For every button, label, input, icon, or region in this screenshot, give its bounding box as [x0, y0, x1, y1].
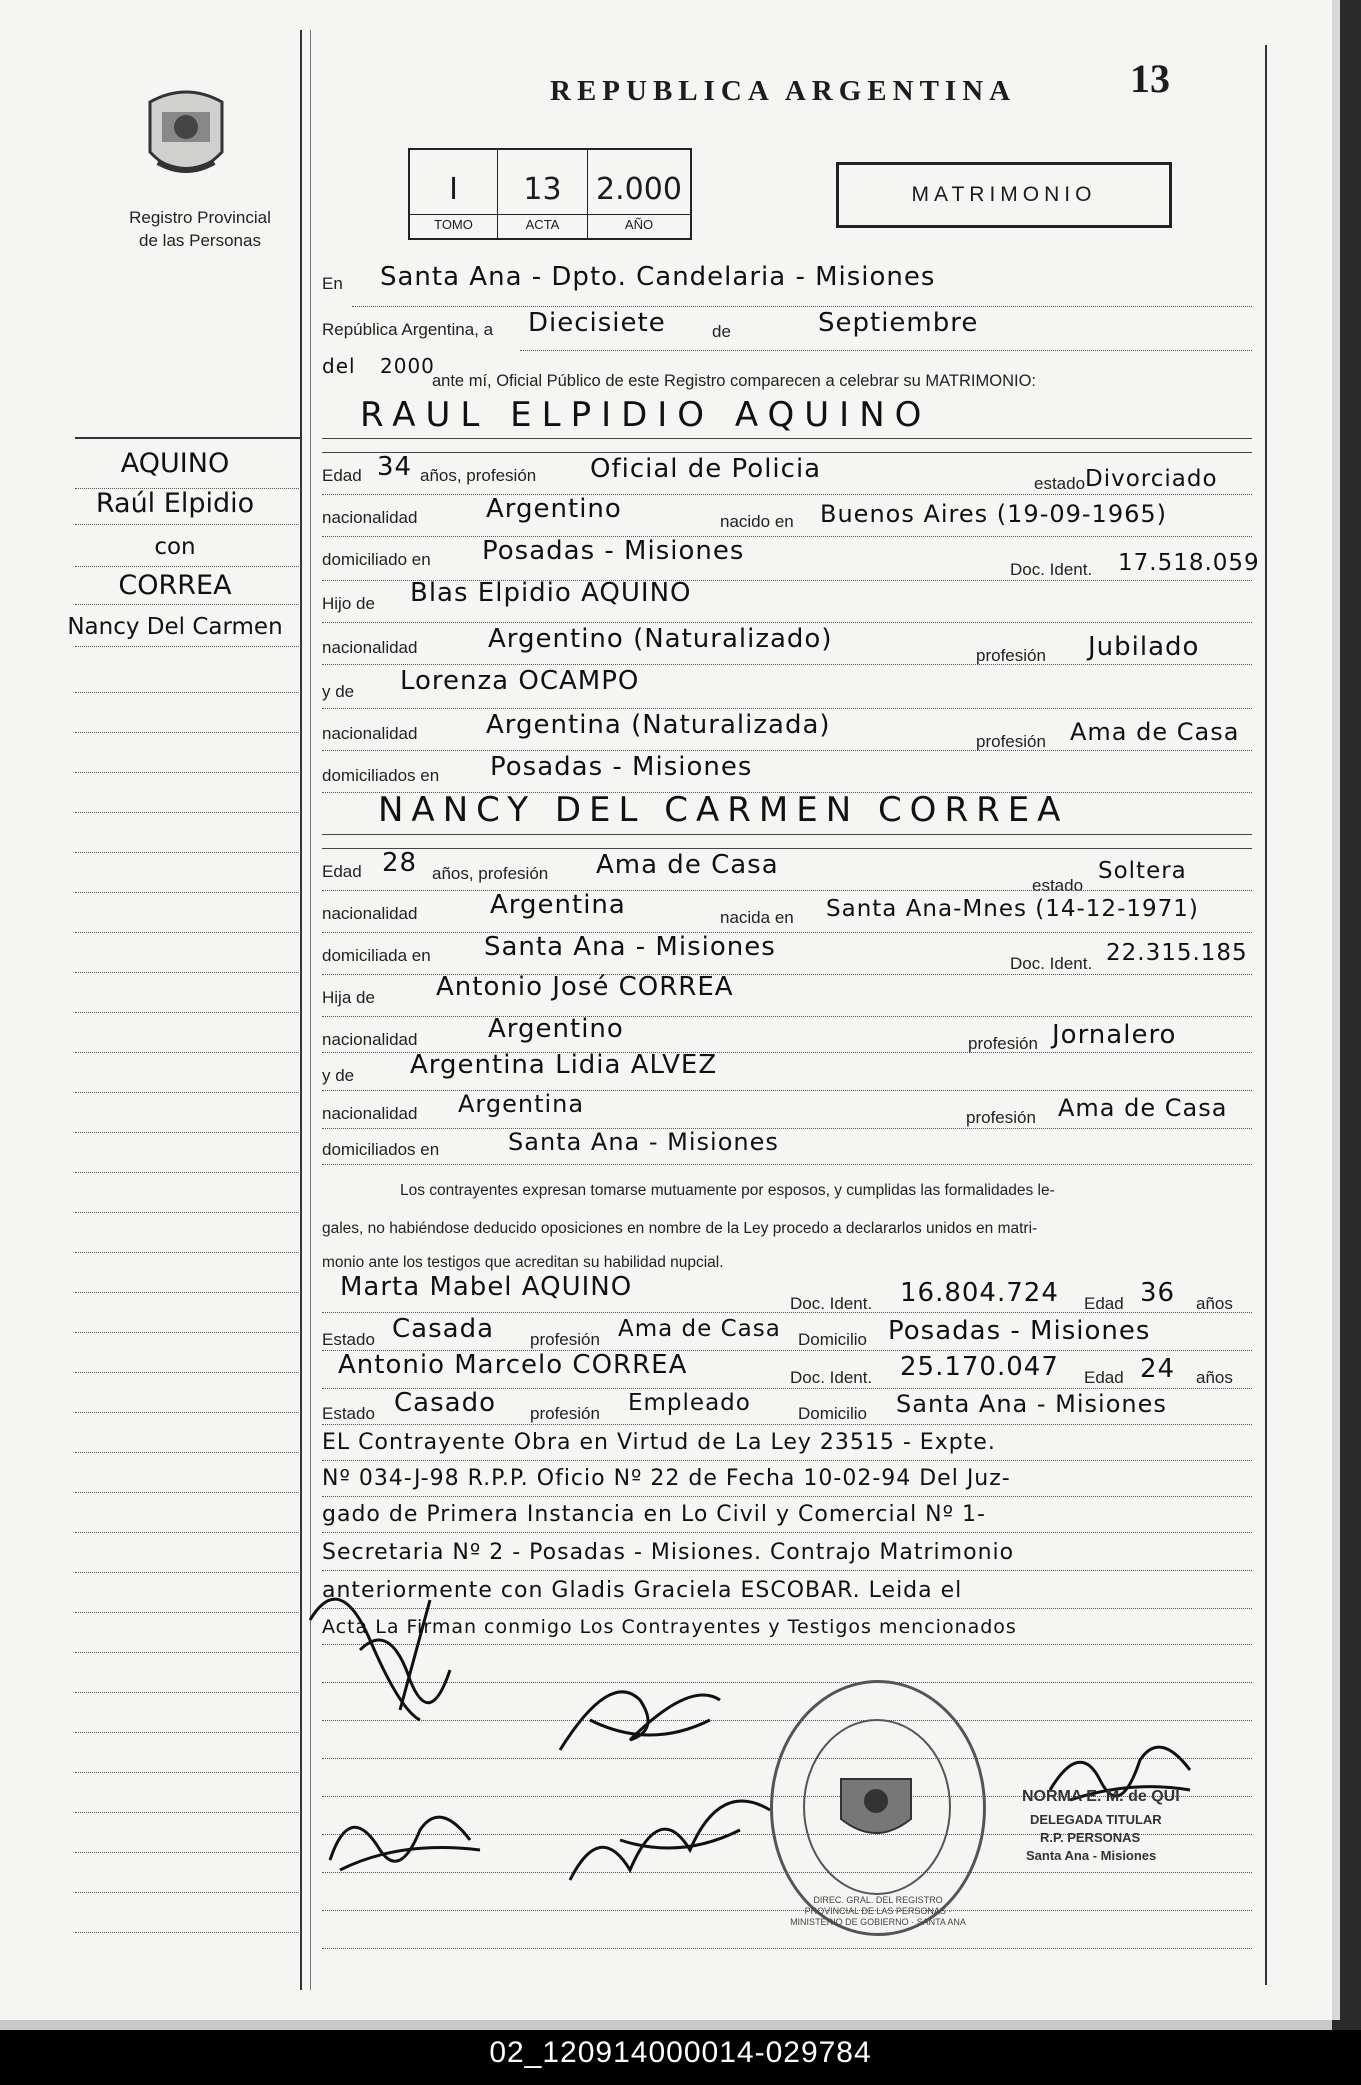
witness1-domicile: Posadas - Misiones	[888, 1316, 1151, 1346]
field-rule	[322, 708, 1252, 709]
groom-age: 34	[377, 452, 413, 482]
act-place: Santa Ana - Dpto. Candelaria - Misiones	[380, 262, 936, 292]
field-rule	[352, 306, 1252, 307]
field-rule	[322, 1164, 1252, 1165]
margin-rule	[75, 972, 301, 973]
doc-ident-label: Doc. Ident.	[1010, 954, 1093, 973]
acta-cell	[498, 150, 588, 238]
anos-profesion-label: años, profesión	[420, 466, 537, 485]
formula-line-3: monio ante los testigos que acreditan su habilidad nupcial.	[322, 1254, 724, 1271]
bride-mother-nationality: Argentina	[458, 1090, 585, 1118]
bride-mother-profession: Ama de Casa	[1058, 1094, 1228, 1122]
estado-label: Estado	[322, 1330, 375, 1349]
edad-label: Edad	[322, 862, 362, 881]
margin-rule	[75, 812, 301, 813]
margin-rule	[75, 1572, 301, 1573]
act-year: 2000	[380, 354, 435, 378]
ano-value: 2.000	[596, 172, 682, 207]
margin-rule	[75, 692, 301, 693]
margin-rule	[75, 1092, 301, 1093]
tomo-label: TOMO	[410, 214, 497, 232]
margin-rule	[75, 1052, 301, 1053]
margin-rule	[75, 852, 301, 853]
field-rule	[322, 1532, 1252, 1533]
field-rule	[322, 494, 1252, 495]
signature-witness-1	[320, 1780, 490, 1890]
field-rule	[322, 750, 1252, 751]
margin-rule	[75, 646, 301, 647]
margin-con: con	[154, 534, 196, 560]
record-type-box: MATRIMONIO	[836, 162, 1172, 228]
bride-father: Antonio José CORREA	[436, 972, 734, 1002]
margin-bride-names: Nancy Del Carmen	[67, 614, 283, 640]
profesion-label: profesión	[976, 646, 1046, 665]
margin-groom-surname: AQUINO	[120, 448, 230, 479]
groom-father-profession: Jubilado	[1088, 632, 1200, 662]
nacionalidad-label: nacionalidad	[322, 904, 418, 923]
signature-witness-2	[560, 1760, 780, 1900]
country-title: REPUBLICA ARGENTINA	[550, 75, 1017, 107]
name-rule	[322, 438, 1252, 439]
groom-father-nationality: Argentino (Naturalizado)	[488, 624, 833, 654]
bride-name: NANCY DEL CARMEN CORREA	[378, 790, 1069, 830]
profesion-label: profesión	[530, 1404, 600, 1423]
margin-rule	[75, 1612, 301, 1613]
provincial-seal-icon	[140, 82, 232, 192]
profesion-label: profesión	[530, 1330, 600, 1349]
registry-title: Registro Provincial de las Personas	[129, 208, 271, 250]
domicilio-label: Domicilio	[798, 1330, 867, 1349]
hijo-label: Hijo de	[322, 594, 375, 613]
official-location: Santa Ana - Misiones	[1026, 1848, 1157, 1863]
field-rule	[322, 932, 1252, 933]
margin-rule	[75, 1492, 301, 1493]
field-rule	[322, 1460, 1252, 1461]
field-rule	[322, 1424, 1252, 1425]
groom-mother: Lorenza OCAMPO	[400, 666, 640, 696]
witness2-estado: Casado	[394, 1388, 496, 1418]
margin-rule	[75, 1132, 301, 1133]
margin-rule	[75, 1252, 301, 1253]
margin-rule	[75, 1212, 301, 1213]
nacionalidad-label: nacionalidad	[322, 724, 418, 743]
estado-label: estado	[1032, 876, 1084, 895]
act-day: Diecisiete	[528, 308, 666, 338]
nacido-label: nacido en	[720, 512, 794, 531]
note-line-6: Acta La Firman conmigo Los Contrayentes y Testigos mencionados	[322, 1616, 1017, 1638]
field-rule	[520, 350, 1252, 351]
anos-label: años	[1196, 1294, 1233, 1313]
ano-cell	[588, 150, 690, 238]
nacida-label: nacida en	[720, 908, 794, 927]
right-border	[1265, 45, 1267, 1985]
de-label: de	[712, 322, 731, 341]
edad-label: Edad	[322, 466, 362, 485]
signature-groom	[300, 1560, 500, 1760]
profesion-label: profesión	[968, 1034, 1038, 1053]
groom-nationality: Argentino	[486, 494, 622, 524]
field-rule	[322, 1128, 1252, 1129]
field-rule	[322, 890, 1252, 891]
nacionalidad-label: nacionalidad	[322, 1104, 418, 1123]
margin-rule	[75, 772, 301, 773]
groom-name: RAUL ELPIDIO AQUINO	[360, 395, 932, 435]
domicilio-label: Domicilio	[798, 1404, 867, 1423]
note-line-2: Nº 034-J-98 R.P.P. Oficio Nº 22 de Fecha 10-02-94 Del Juz-	[322, 1466, 1011, 1491]
formula-line-2: gales, no habiéndose deducido oposiciones en nombre de la Ley procedo a declararlos unidos en matri-	[322, 1220, 1038, 1237]
domiciliados-label: domiciliados en	[322, 1140, 440, 1159]
field-rule	[322, 536, 1252, 537]
profesion-label: profesión	[966, 1108, 1036, 1127]
bride-mother: Argentina Lidia ALVEZ	[410, 1050, 718, 1080]
groom-doc: 17.518.059	[1118, 550, 1260, 576]
official-office: R.P. PERSONAS	[1040, 1830, 1141, 1845]
margin-rule	[75, 524, 301, 525]
margin-rule	[75, 1652, 301, 1653]
margin-rule	[75, 1172, 301, 1173]
republica-label: República Argentina, a	[322, 320, 494, 339]
groom-domicile: Posadas - Misiones	[482, 536, 745, 566]
field-rule	[322, 664, 1252, 665]
field-rule	[322, 1312, 1252, 1313]
groom-mother-nationality: Argentina (Naturalizada)	[486, 710, 831, 740]
stamp-text: DIREC. GRAL. DEL REGISTRO PROVINCIAL DE LAS PERSONAS · MINISTERIO DE GOBIERNO · SANTA ANA	[790, 1895, 966, 1927]
witness2-name: Antonio Marcelo CORREA	[338, 1350, 688, 1380]
acta-value: 13	[523, 172, 562, 207]
domiciliada-label: domiciliada en	[322, 946, 431, 965]
margin-rule	[75, 732, 301, 733]
field-rule	[322, 1016, 1252, 1017]
field-rule	[322, 1948, 1252, 1949]
margin-groom-names: Raúl Elpidio	[95, 488, 255, 519]
witness2-domicile: Santa Ana - Misiones	[896, 1390, 1167, 1418]
domiciliado-label: domiciliado en	[322, 550, 431, 569]
margin-rule	[75, 1732, 301, 1733]
en-label: En	[322, 274, 343, 293]
witness1-profession: Ama de Casa	[618, 1316, 781, 1342]
domiciliados-label: domiciliados en	[322, 766, 440, 785]
bride-age: 28	[382, 848, 418, 878]
margin-rule	[75, 1292, 301, 1293]
note-line-5: anteriormente con Gladis Graciela ESCOBAR. Leida el	[322, 1578, 963, 1603]
name-rule	[322, 452, 1252, 453]
edad-label: Edad	[1084, 1368, 1124, 1387]
witness1-doc: 16.804.724	[900, 1278, 1059, 1308]
margin-rule	[75, 1772, 301, 1773]
doc-ident-label: Doc. Ident.	[790, 1368, 873, 1387]
bride-parents-domicile: Santa Ana - Misiones	[508, 1128, 779, 1156]
estado-label: Estado	[322, 1404, 375, 1423]
groom-mother-profession: Ama de Casa	[1070, 718, 1240, 746]
y-de-label: y de	[322, 682, 355, 701]
bride-doc: 22.315.185	[1106, 940, 1248, 966]
groom-profession: Oficial de Policia	[590, 454, 822, 484]
bride-domicile: Santa Ana - Misiones	[484, 932, 776, 962]
margin-rule	[75, 1892, 301, 1893]
groom-birth: Buenos Aires (19-09-1965)	[820, 500, 1167, 528]
estado-label: estado	[1034, 474, 1086, 493]
y-de-label: y de	[322, 1066, 355, 1085]
doc-ident-label: Doc. Ident.	[790, 1294, 873, 1313]
acta-label: ACTA	[498, 214, 587, 232]
act-year-prefix: del	[322, 354, 356, 378]
hija-label: Hija de	[322, 988, 375, 1007]
witness2-profession: Empleado	[628, 1390, 751, 1416]
ante-text: ante mí, Oficial Público de este Registro comparecen a celebrar su MATRIMONIO:	[432, 372, 1037, 390]
signature-bride	[550, 1660, 730, 1770]
margin-bride-surname: CORREA	[118, 570, 232, 601]
witness1-estado: Casada	[392, 1314, 495, 1344]
note-line-4: Secretaria Nº 2 - Posadas - Misiones. Contrajo Matrimonio	[322, 1540, 1015, 1565]
scan-code: 02_120914000014-029784	[489, 2036, 872, 2069]
profesion-label: profesión	[976, 732, 1046, 751]
bride-father-profession: Jornalero	[1052, 1020, 1177, 1050]
formula-line-1: Los contrayentes expresan tomarse mutuamente por esposos, y cumplidas las formalidades le-	[400, 1182, 1055, 1199]
stamp-emblem-icon	[831, 1769, 921, 1849]
margin-rule	[75, 604, 301, 605]
witness2-doc: 25.170.047	[900, 1352, 1059, 1382]
tomo-value: I	[449, 172, 458, 207]
registry-stamp	[770, 1680, 986, 1936]
record-index-box	[408, 148, 692, 240]
note-line-1: EL Contrayente Obra en Virtud de La Ley 23515 - Expte.	[322, 1430, 996, 1455]
bride-nationality: Argentina	[490, 890, 626, 920]
note-line-3: gado de Primera Instancia en Lo Civil y Comercial Nº 1-	[322, 1502, 986, 1527]
margin-rule	[75, 1692, 301, 1693]
anos-profesion-label: años, profesión	[432, 864, 549, 883]
margin-rule	[75, 1452, 301, 1453]
field-rule	[322, 622, 1252, 623]
bride-profession: Ama de Casa	[596, 850, 779, 880]
nacionalidad-label: nacionalidad	[322, 1030, 418, 1049]
groom-estado: Divorciado	[1085, 466, 1218, 492]
ano-label: AÑO	[588, 214, 690, 232]
field-rule	[322, 1496, 1252, 1497]
anos-label: años	[1196, 1368, 1233, 1387]
nacionalidad-label: nacionalidad	[322, 508, 418, 527]
witness1-age: 36	[1140, 1278, 1176, 1308]
margin-rule	[75, 437, 301, 439]
margin-rule	[75, 932, 301, 933]
margin-rule	[75, 1932, 301, 1933]
margin-rule	[75, 1012, 301, 1013]
margin-rule	[75, 1372, 301, 1373]
bride-estado: Soltera	[1098, 858, 1187, 884]
nacionalidad-label: nacionalidad	[322, 638, 418, 657]
tomo-cell	[410, 150, 498, 238]
official-name: NORMA E. M. de QUI	[1022, 1788, 1180, 1805]
margin-rule	[75, 892, 301, 893]
bride-birth: Santa Ana-Mnes (14-12-1971)	[826, 896, 1199, 922]
doc-ident-label: Doc. Ident.	[1010, 560, 1093, 579]
groom-father: Blas Elpidio AQUINO	[410, 578, 692, 608]
margin-rule	[75, 1812, 301, 1813]
edad-label: Edad	[1084, 1294, 1124, 1313]
margin-rule	[75, 1412, 301, 1413]
margin-rule	[75, 1532, 301, 1533]
witness2-age: 24	[1140, 1354, 1176, 1384]
bride-father-nationality: Argentino	[488, 1014, 624, 1044]
margin-rule	[75, 566, 301, 567]
official-title: DELEGADA TITULAR	[1030, 1812, 1162, 1827]
act-month: Septiembre	[818, 308, 979, 338]
margin-rule	[75, 1332, 301, 1333]
name-rule	[322, 848, 1252, 849]
groom-parents-domicile: Posadas - Misiones	[490, 752, 753, 782]
name-rule	[322, 834, 1252, 835]
page-number: 13	[1130, 56, 1170, 101]
witness1-name: Marta Mabel AQUINO	[340, 1272, 633, 1302]
margin-rule	[75, 1852, 301, 1853]
